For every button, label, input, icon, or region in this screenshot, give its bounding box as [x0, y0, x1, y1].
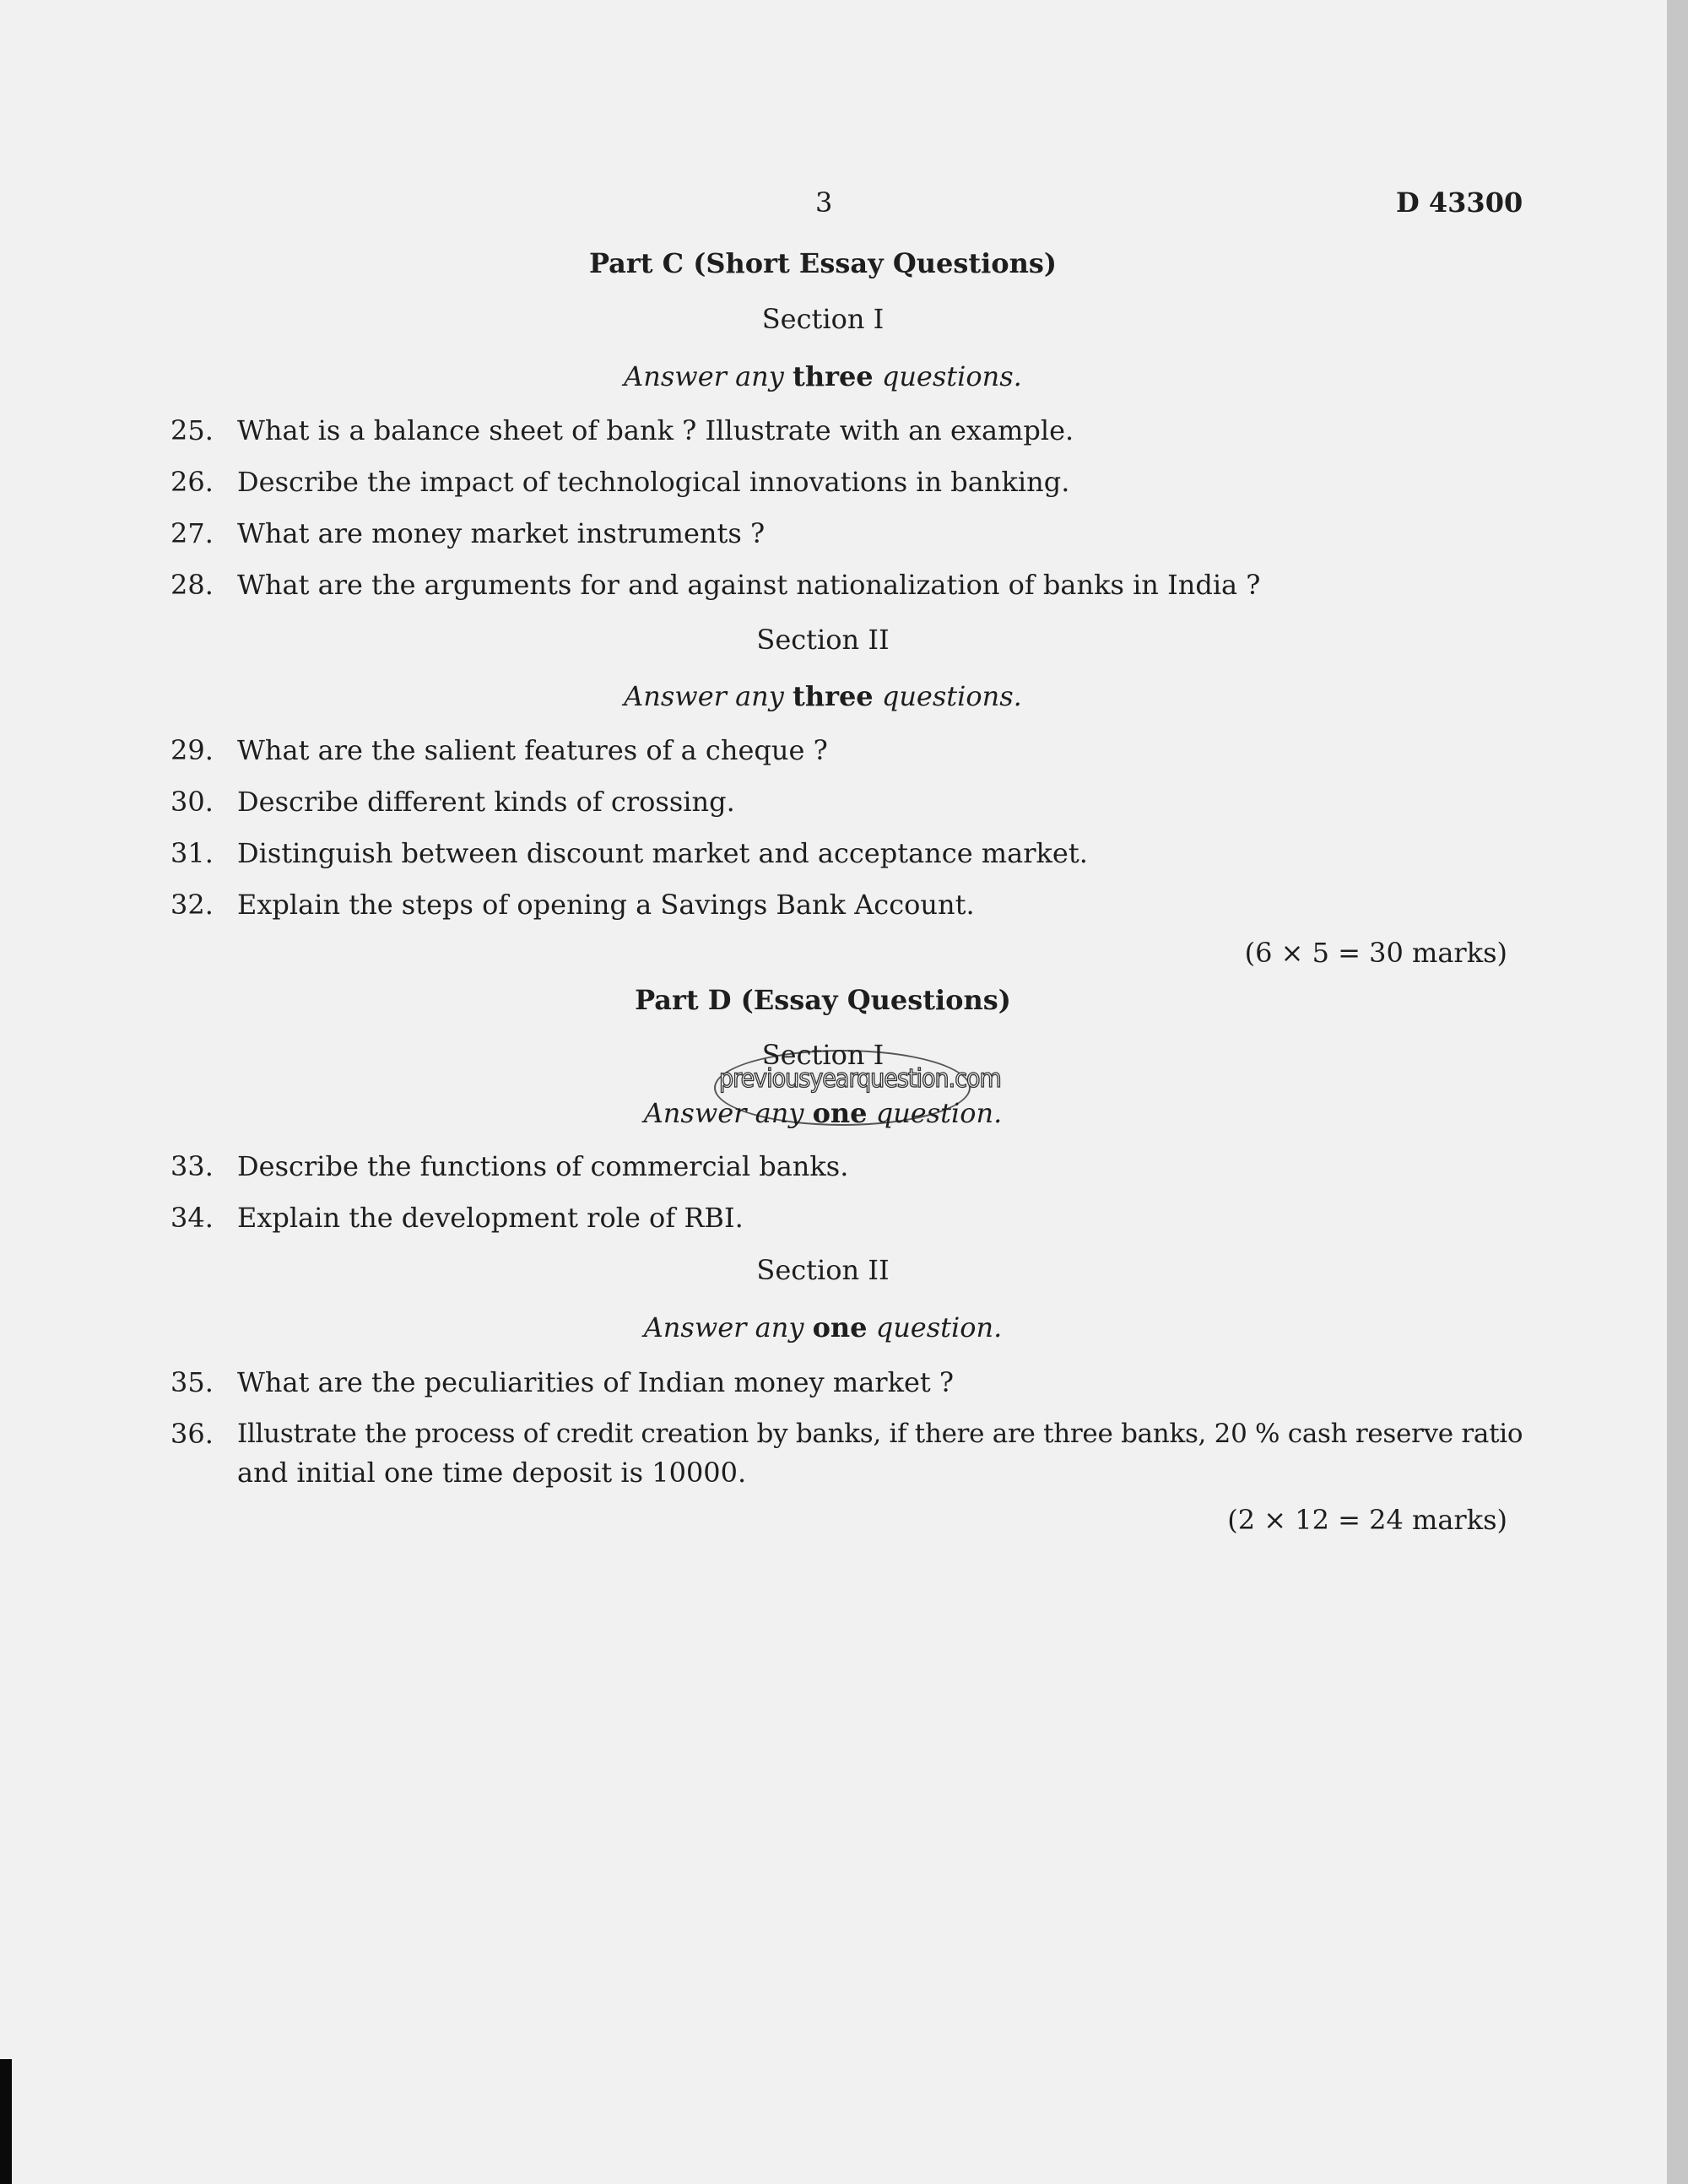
question-text: What are the salient features of a cheque ?: [237, 734, 828, 766]
scan-edge-mark: [0, 2059, 12, 2184]
question-text: Describe different kinds of crossing.: [237, 786, 735, 818]
question-text: What are the arguments for and against nationalization of banks in India ?: [237, 569, 1261, 601]
part-c-section-2-title: Section II: [756, 624, 890, 656]
part-d-section-2-instruction: Answer any one question.: [643, 1311, 1003, 1343]
question-number: 30.: [170, 786, 214, 818]
question-number: 32.: [170, 889, 214, 921]
question-number: 36.: [170, 1418, 214, 1450]
part-d-section-1-title: Section I: [761, 1039, 885, 1071]
question-text: Describe the impact of technological innovations in banking.: [237, 466, 1070, 498]
part-c-section-2-instruction: Answer any three questions.: [624, 680, 1022, 712]
part-c-title: Part C (Short Essay Questions): [588, 247, 1058, 279]
part-d-title: Part D (Essay Questions): [635, 984, 1011, 1016]
question-number: 34.: [170, 1202, 214, 1234]
watermark-text: previousyearquestion.com: [719, 1064, 1001, 1094]
question-number: 27.: [170, 517, 214, 549]
question-text-continued: and initial one time deposit is 10000.: [237, 1457, 747, 1489]
part-d-section-2-title: Section II: [756, 1254, 890, 1286]
part-d-marks: (2 × 12 = 24 marks): [1227, 1504, 1507, 1536]
question-number: 33.: [170, 1150, 214, 1182]
part-c-marks: (6 × 5 = 30 marks): [1244, 937, 1507, 969]
question-number: 35.: [170, 1366, 214, 1398]
part-c-section-1-title: Section I: [761, 303, 885, 335]
question-text: Distinguish between discount market and acceptance market.: [237, 837, 1088, 869]
question-text: Illustrate the process of credit creation by banks, if there are three banks, 20 % cash reserve ratio: [237, 1419, 1523, 1449]
part-d-section-1-instruction: Answer any one question.: [643, 1097, 1003, 1129]
page-number: 3: [815, 187, 833, 219]
question-text: Describe the functions of commercial banks.: [237, 1150, 849, 1182]
paper-code: D 43300: [1396, 187, 1523, 219]
part-c-section-1-instruction: Answer any three questions.: [624, 360, 1022, 392]
question-text: What is a balance sheet of bank ? Illustrate with an example.: [237, 414, 1074, 446]
question-text: What are money market instruments ?: [237, 517, 766, 549]
scan-edge: [1667, 0, 1688, 2184]
question-text: Explain the steps of opening a Savings Bank Account.: [237, 889, 975, 921]
question-number: 28.: [170, 569, 214, 601]
question-number: 31.: [170, 837, 214, 869]
question-number: 26.: [170, 466, 214, 498]
question-number: 25.: [170, 414, 214, 446]
question-text: What are the peculiarities of Indian money market ?: [237, 1366, 955, 1398]
question-text: Explain the development role of RBI.: [237, 1202, 744, 1234]
question-number: 29.: [170, 734, 214, 766]
